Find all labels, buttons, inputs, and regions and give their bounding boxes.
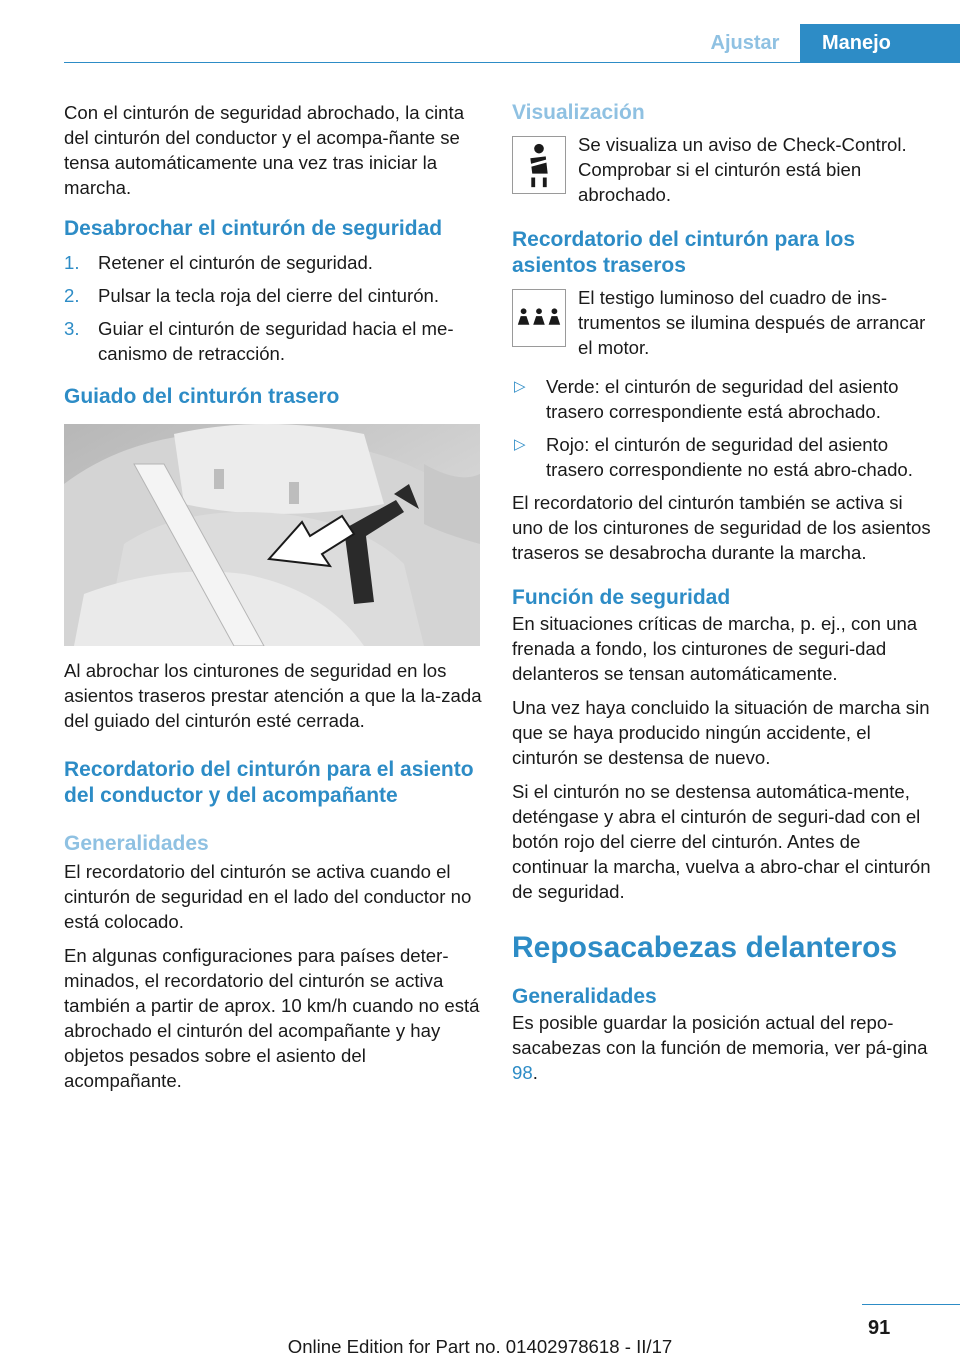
tab-ajustar[interactable]: Ajustar: [710, 32, 780, 54]
step-number: 2.: [64, 285, 80, 306]
intro-paragraph: Con el cinturón de seguridad abrochado, la cinta del cinturón del conductor y el acompa-ñante se tensa automáticamente una vez tras iniciar la marcha.: [64, 102, 465, 198]
tab-manejo[interactable]: Manejo: [800, 24, 960, 62]
seatbelt-warning-icon: [512, 136, 566, 194]
step-text: Retener el cinturón de seguridad.: [98, 252, 373, 273]
rear-reminder-bullets: [512, 374, 932, 482]
safety-paragraph-1: En situaciones críticas de marcha, p. ej., con una frenada a fondo, los cinturones de seguri-dad delanteros se tensan automáticamente.: [512, 613, 918, 684]
safety-paragraph-3: Si el cinturón no se destensa automática-mente, deténgase y abra el cinturón de seguri-dad con el botón rojo del cierre del cinturón. Antes de continuar la marcha, vuelva a abro-char el cinturón de seguridad.: [512, 781, 931, 902]
step-number: 1.: [64, 252, 80, 273]
rear-guide-text: Al abrochar los cinturones de seguridad en los asientos traseros prestar atención a que la la-zada del guiado del cinturón esté cerrada.: [64, 660, 482, 731]
page-number: 91: [868, 1317, 891, 1339]
headrest-paragraph: [512, 1010, 932, 1085]
rear-guide-heading: Guiado del cinturón trasero: [64, 385, 340, 408]
left-column: [64, 100, 482, 1102]
step-item: [64, 250, 482, 275]
right-column: [512, 100, 932, 1094]
headrest-heading: Reposacabezas delanteros: [512, 931, 898, 964]
bullet-item: [512, 374, 932, 424]
general-heading: Generalidades: [64, 832, 209, 855]
header-bar: [64, 0, 960, 63]
bullet-item: [512, 432, 932, 482]
rear-reminder-heading: Recordatorio del cinturón para los asientos traseros: [512, 228, 856, 277]
headrest-text: Es posible guardar la posición actual del repo-sacabezas con la función de memoria, ver pá-gina: [512, 1012, 928, 1058]
general-paragraph-2: En algunas configuraciones para países deter-minados, el recordatorio del cinturón se activa también a partir de aprox. 10 km/h cuando no está abrochado el cinturón del acompañante y hay objetos pesados sobre el asiento del acompañante.: [64, 945, 480, 1091]
rear-seat-belt-guide-image: [64, 424, 480, 646]
display-icon-row: [512, 132, 932, 207]
display-text: Se visualiza un aviso de Check-Control. Comprobar si el cinturón está bien abrochado.: [578, 134, 907, 205]
safety-paragraph-2: Una vez haya concluido la situación de marcha sin que se haya producido ningún accidente, el cinturón se destensa de nuevo.: [512, 697, 930, 768]
step-text: Guiar el cinturón de seguridad hacia el me-canismo de retracción.: [98, 318, 454, 364]
general-paragraph-1: El recordatorio del cinturón se activa cuando el cinturón de seguridad en el lado del conductor no está colocado.: [64, 861, 472, 932]
step-number: 3.: [64, 318, 80, 339]
bullet-text: Verde: el cinturón de seguridad del asiento trasero correspondiente está abrochado.: [546, 376, 899, 422]
bullet-triangle-icon: ▷: [514, 436, 526, 453]
rear-reminder-paragraph-2: El recordatorio del cinturón también se activa si uno de los cinturones de seguridad de los asientos traseros se desabrocha durante la marcha.: [512, 492, 931, 563]
unbuckle-steps: [64, 250, 482, 366]
safety-heading: Función de seguridad: [512, 586, 731, 609]
reminder-heading: Recordatorio del cinturón para el asiento del conductor y del acompañante: [64, 758, 474, 807]
headrest-general-heading: Generalidades: [512, 985, 657, 1008]
bullet-text: Rojo: el cinturón de seguridad del asiento trasero correspondiente no está abro-chado.: [546, 434, 913, 480]
step-text: Pulsar la tecla roja del cierre del cinturón.: [98, 285, 440, 306]
step-item: [64, 283, 482, 308]
unbuckle-heading: Desabrochar el cinturón de seguridad: [64, 217, 443, 240]
display-heading: Visualización: [512, 101, 645, 124]
edition-footer: Online Edition for Part no. 01402978618 - II/17: [287, 1336, 673, 1357]
bullet-triangle-icon: ▷: [514, 378, 526, 395]
page-number-block: [862, 1304, 960, 1339]
rear-reminder-text: El testigo luminoso del cuadro de ins-trumentos se ilumina después de arrancar el motor.: [578, 287, 926, 358]
headrest-text-end: .: [532, 1062, 538, 1083]
page-link[interactable]: 98: [512, 1062, 533, 1083]
rear-reminder-icon-row: [512, 285, 932, 360]
rear-seatbelt-icon: [512, 289, 566, 347]
step-item: [64, 316, 482, 366]
